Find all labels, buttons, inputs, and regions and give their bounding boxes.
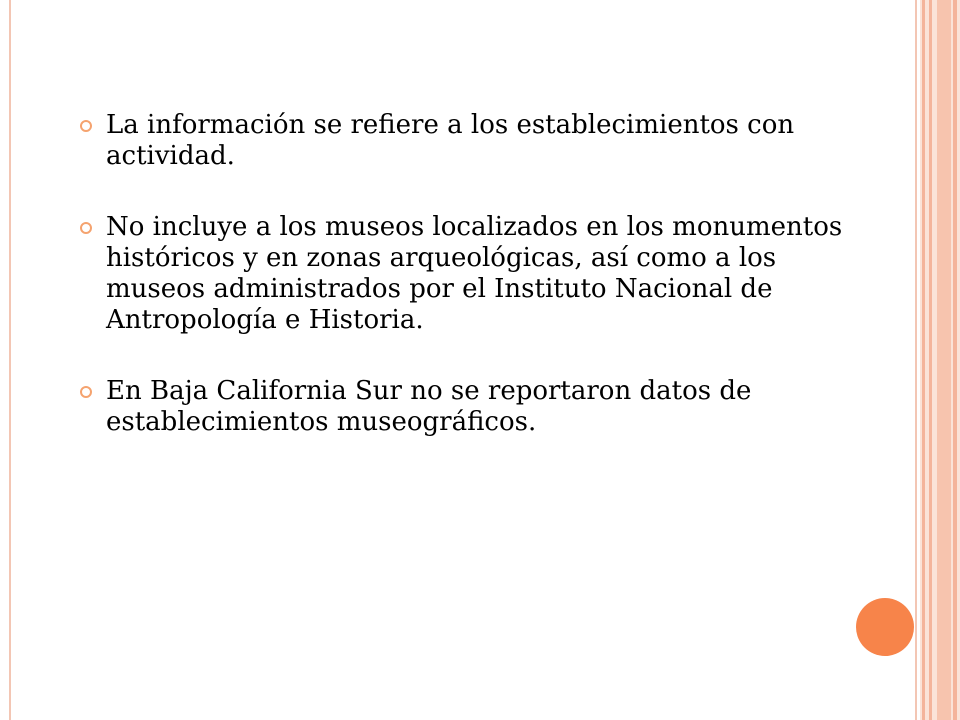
bullet-text: No incluye a los museos localizados en los monumentos históricos y en zonas arqueológicas, así como a los museos administrados por el Instituto Nacional de Antropología e Historia. [106, 212, 843, 335]
decorative-stripe [937, 0, 951, 720]
bullet-text: La información se refiere a los establecimientos con actividad. [106, 110, 795, 171]
decorative-stripe [922, 0, 925, 720]
bullet-item [80, 376, 870, 438]
bullet-list [80, 110, 870, 478]
bullet-marker-icon [80, 386, 92, 398]
bullet-marker-icon [80, 222, 92, 234]
bullet-marker-icon [80, 120, 92, 132]
bullet-item [80, 110, 870, 172]
bullet-item [80, 212, 870, 336]
decorative-stripe [953, 0, 957, 720]
decorative-stripe [929, 0, 932, 720]
accent-circle [856, 598, 914, 656]
bullet-text: En Baja California Sur no se reportaron datos de establecimientos museográficos. [106, 376, 752, 437]
